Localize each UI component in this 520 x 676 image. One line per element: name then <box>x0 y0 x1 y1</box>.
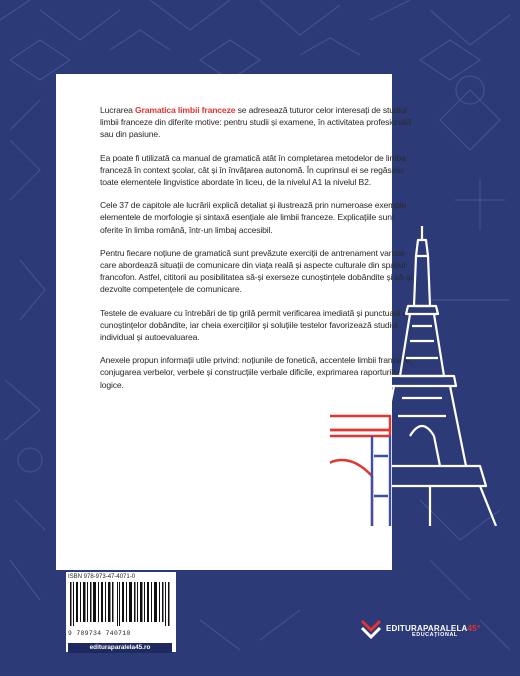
intro-rest: se adresează tuturor celor interesați de studiul limbii franceze din diferite motive: pentru studii și examene, în activitatea profesională sau din pasiune. <box>100 105 412 140</box>
publisher-url[interactable]: edituraparalela45.ro <box>68 643 172 653</box>
publisher-logo-icon <box>360 617 382 639</box>
paragraph-exercises: Pentru fiecare noțiune de gramatică sunt prevăzute exerciții de antrenament variate care abordează situații de comunicare din viața reală și aspecte culturale din spațiul francofon. Astfel, cititorii au posibilitatea să-și exerseze cunoștințele dobândite și să-și dezvolte competențele de comunicare. <box>100 247 412 295</box>
barcode-icon <box>70 582 170 626</box>
barcode-number: 9 789734 740710 <box>68 630 131 637</box>
paragraph-intro <box>100 104 418 141</box>
publisher-subtitle: EDUCAȚIONAL <box>412 632 458 638</box>
paragraph-annexes: Anexele propun informații utile privind: noțiunile de fonetică, accentele limbii franceze, conjugarea verbelor, verbele și construcțiile verbale dificile, exprimarea raporturilor logice. <box>100 355 413 390</box>
publisher-name-part3: 45° <box>467 623 481 633</box>
book-title-highlight: Gramatica limbii franceze <box>134 105 236 115</box>
publisher-name-part1: EDITURA <box>386 623 423 633</box>
paragraph-usage: Ea poate fi utilizată ca manual de gramatică atât în completarea metodelor de limba franceză în context școlar, cât și în învățarea autonomă. În cuprinsul ei se regăsesc toate elementele lingvistice abordate în liceu, de la nivelul A1 la nivelul B2. <box>100 152 406 188</box>
eiffel-tower-arc-illustration <box>330 226 500 526</box>
intro-prefix: Lucrarea <box>100 105 135 115</box>
publisher-name-part2: PARALELA <box>422 623 468 633</box>
isbn-text: ISBN 978-973-47-4071-0 <box>68 574 136 580</box>
paragraph-tests: Testele de evaluare cu întrebări de tip grilă permit verificarea imediată și punctuală a cunoștințelor dobândite, iar cheia exercițiilor și soluțiile testelor favorizează studiul individual și autoevaluarea. <box>100 307 408 343</box>
paragraph-chapters: Cele 37 de capitole ale lucrării explică detaliat și ilustrează prin numeroase exemple elementele de morfologie și sintaxă esențiale ale limbii franceze. Explicațiile sunt oferite în limba română, într-un limbaj accesibil. <box>100 200 407 235</box>
